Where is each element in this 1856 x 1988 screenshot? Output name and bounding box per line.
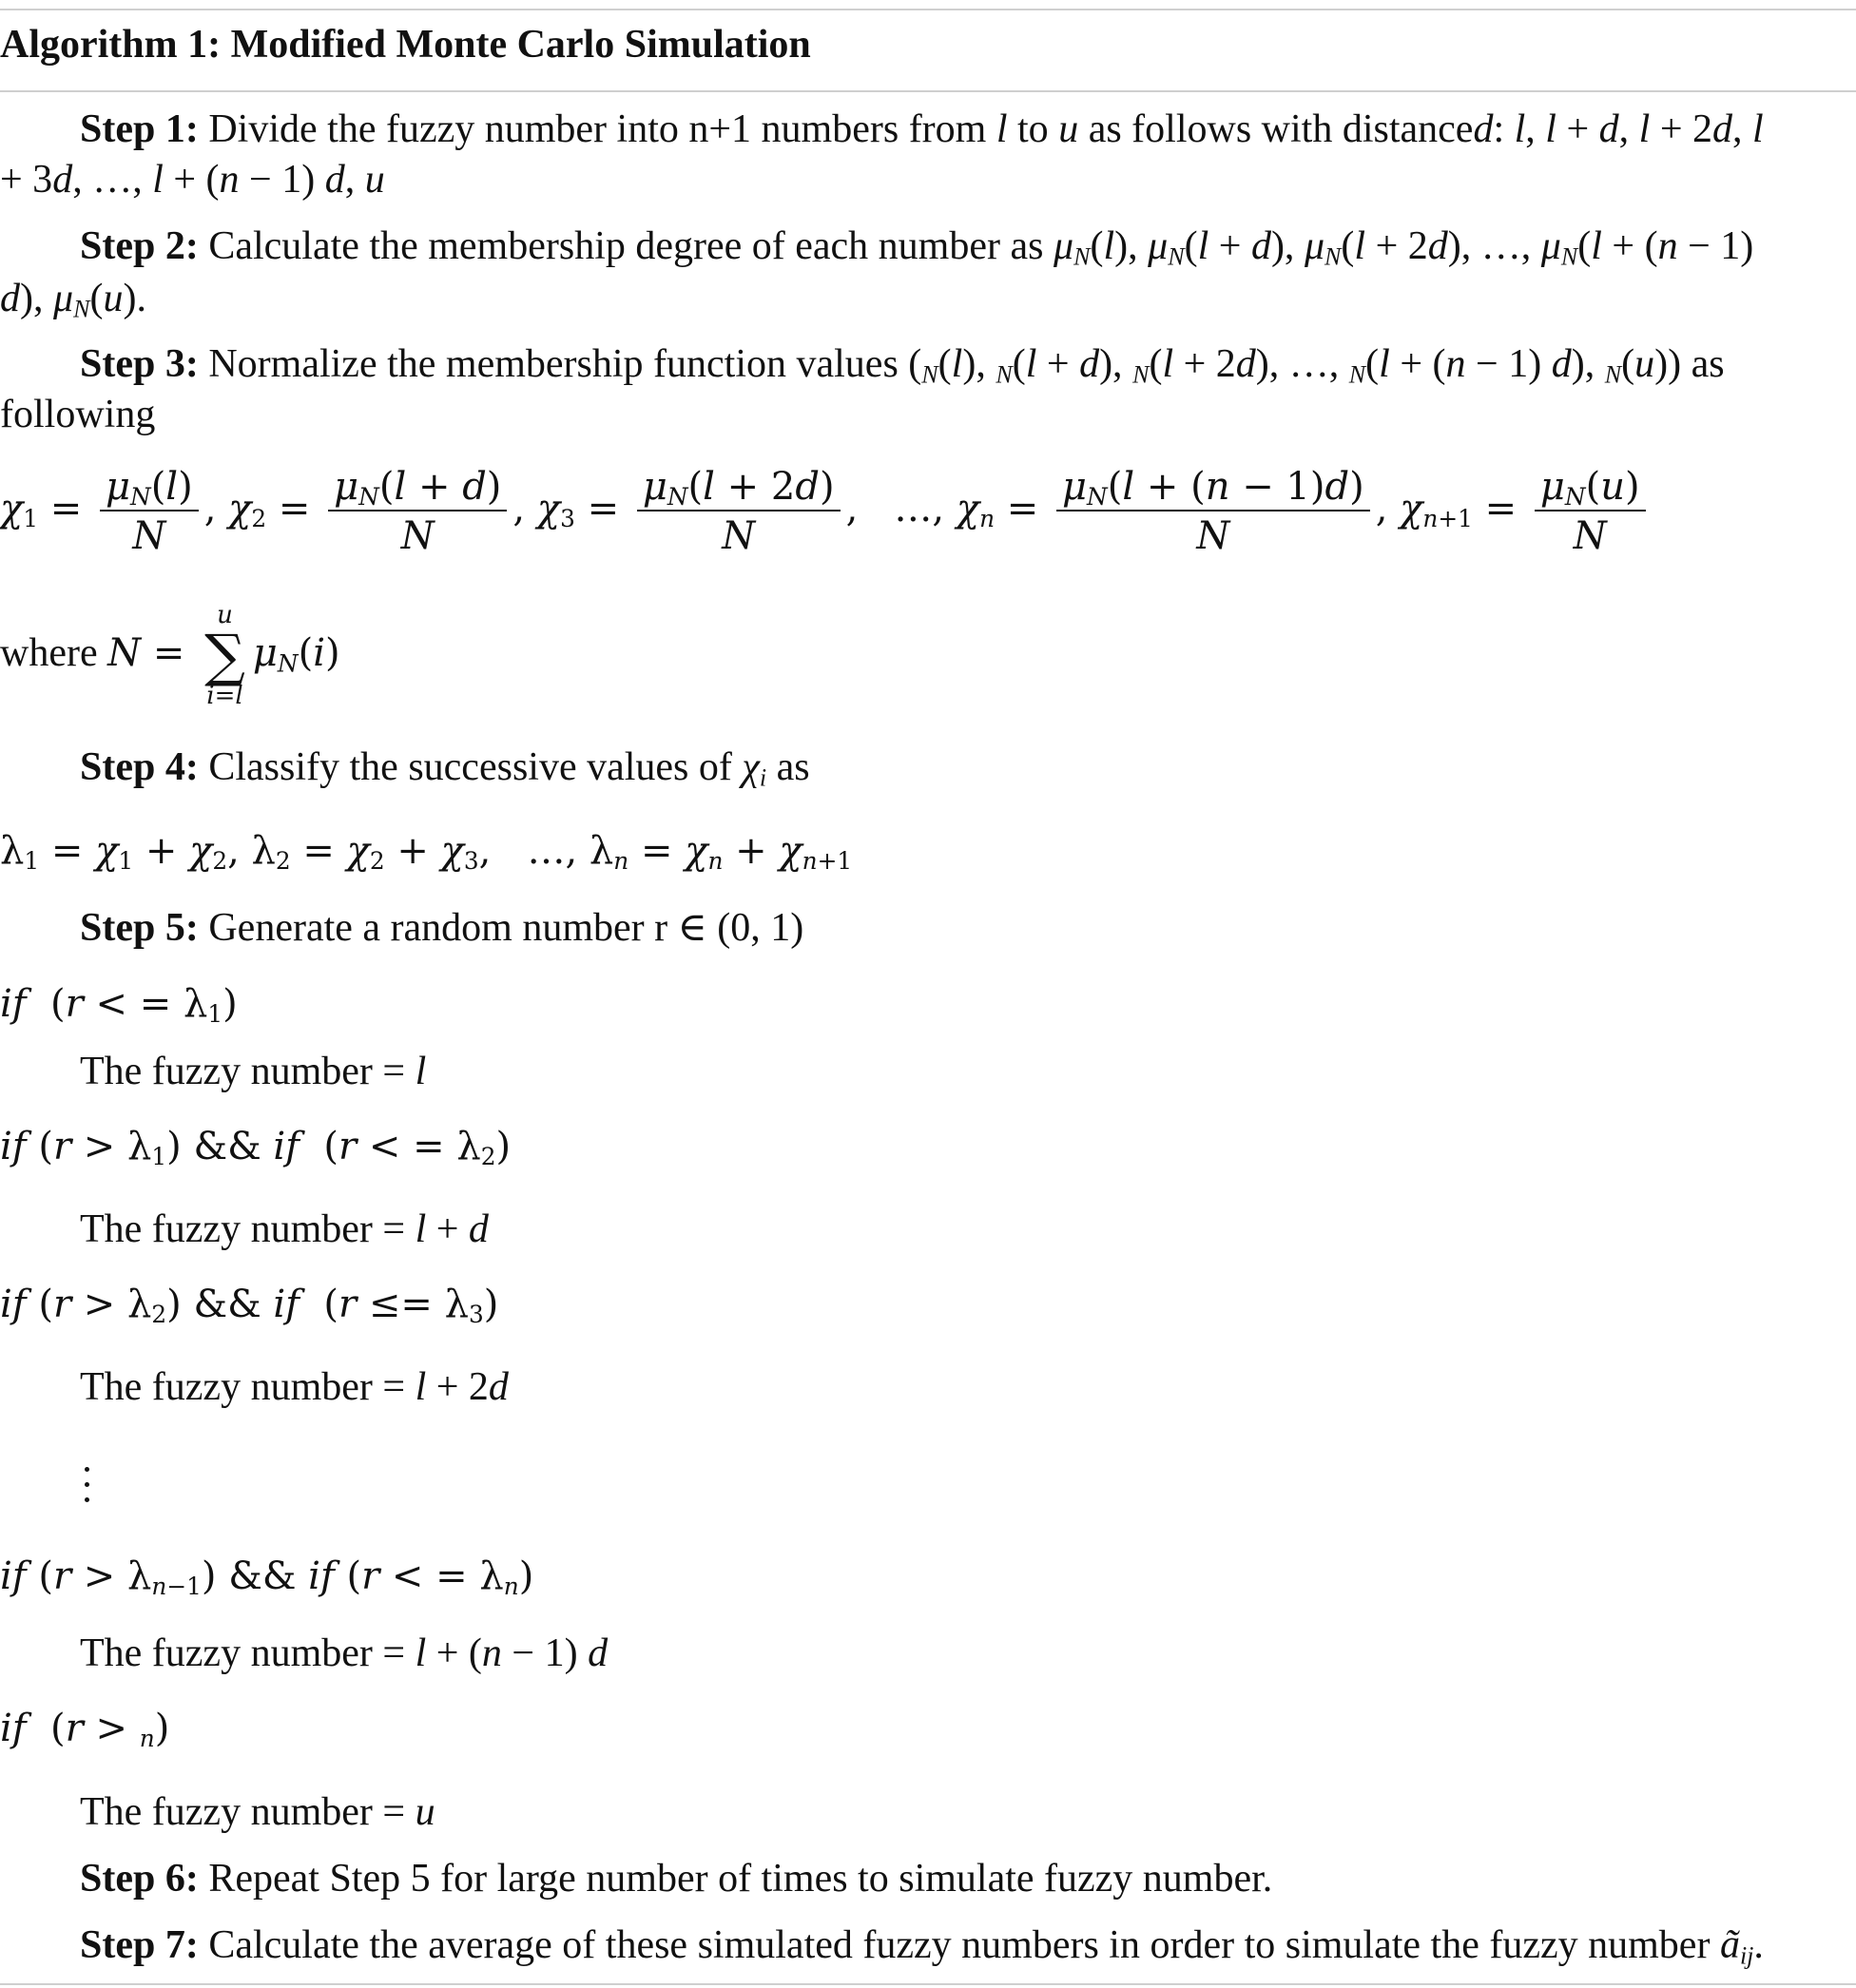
step-2-text: Calculate the membership degree of each number as (208, 224, 1054, 268)
step-1: Step 1: Divide the fuzzy number into n+1 numbers from l to u as follows with distanced: l, l + d, l + 2d, l (80, 107, 1764, 151)
algorithm-title: Algorithm 1: Modified Monte Carlo Simulation (0, 23, 811, 67)
where-label: where (0, 631, 108, 676)
step-7-label: Step 7: (80, 1923, 199, 1967)
step-3-text: Normalize the membership function values ( (208, 342, 922, 386)
condition-n: if $(r > \lambda_{n-1})$ && if (r < = $\lambda_n$) (0, 1554, 534, 1601)
step-1-mid: as follows with distance (1078, 107, 1474, 151)
step-5-label: Step 5: (80, 906, 199, 950)
condition-1: if (r < = $\lambda_1$) (0, 982, 238, 1029)
condition-3: if $(r > \lambda_2)$ && if $(r \le= \lambda_3)$ (0, 1283, 499, 1329)
condition-2: if $(r > \lambda_1)$ && if (r < = $\lambda_2$) (0, 1125, 512, 1171)
result-n: The fuzzy number = l + (n − 1) d (80, 1631, 609, 1675)
lambda-formula: $\lambda_1 = \chi_1 + \chi_2$, $\lambda_2 = \chi_2 + \chi_3$, …, $\lambda_n = \chi_n + \chi_{n+1}$ (0, 829, 853, 876)
step-4-label: Step 4: (80, 745, 199, 789)
step-5 (80, 908, 803, 948)
normalization-sum: where N = u ∑ i=l $\mu_N(i)$ (0, 601, 340, 711)
result-last-prefix: The fuzzy number = (80, 1790, 416, 1834)
title-rule (0, 90, 1856, 92)
result-n-prefix: The fuzzy number = (80, 1631, 416, 1675)
step-3-tail: )) as (1654, 342, 1725, 386)
result-2: The fuzzy number = l + d (80, 1207, 489, 1251)
step-3-label: Step 3: (80, 342, 199, 386)
normalization-formula: $\chi_1$ = $\frac{\mu_N(l)}{N}$ , $\chi_2$ = $\frac{\mu_N(l + d)}{N}$ , $\chi_3$ = $\frac{\mu_N(l + 2d)}{N}$ , …, $\chi_n$ = $\frac{\mu_N(l + (n - 1)d)}{N}$ , $\chi_{n+1}$ = $\frac{\mu_N(u)}{N}$ (0, 468, 1652, 555)
step-5-text: Generate a random number (208, 906, 655, 950)
step-6-text: Repeat Step 5 for large number of times to simulate fuzzy number. (208, 1857, 1273, 1901)
top-rule (0, 9, 1856, 10)
step-4-text: Classify the successive values of (208, 745, 743, 789)
result-1: The fuzzy number = l (80, 1050, 427, 1093)
random-range: r ∈ (0, 1) (654, 906, 804, 950)
step-2-label: Step 2: (80, 224, 199, 268)
step-7: Step 7: Calculate the average of these simulated fuzzy numbers in order to simulate the fuzzy number $ã_{ij}$. (80, 1923, 1764, 1970)
result-3: The fuzzy number = l + 2d (80, 1365, 509, 1409)
vertical-ellipsis (82, 1467, 93, 1513)
step-6-label: Step 6: (80, 1857, 199, 1901)
step-6 (80, 1859, 1272, 1899)
result-1-prefix: The fuzzy number = (80, 1050, 416, 1093)
fraction-2: $\frac{\mu_N(l + d)}{N}$ (328, 468, 507, 555)
step-1-text: Divide the fuzzy number into n+1 numbers from (208, 107, 996, 151)
step-3: Step 3: Normalize the membership function values ($_N(l)$, $_N$(l + d), $_N$(l + 2d), …, $_N$(l + (n − 1) d), $_N$(u)) as (80, 342, 1725, 389)
result-3-prefix: The fuzzy number = (80, 1365, 416, 1409)
step-4: Step 4: Classify the successive values of $\chi_i$ as (80, 745, 810, 792)
step-3-cont: following (0, 393, 156, 436)
fraction-n: $\frac{\mu_N(l + (n - 1)d)}{N}$ (1056, 468, 1370, 555)
sigma-sum: u ∑ i=l (204, 601, 245, 711)
result-2-prefix: The fuzzy number = (80, 1207, 416, 1251)
result-last: The fuzzy number = u (80, 1790, 435, 1834)
step-2-cont: d), $\mu_N(u)$. (0, 277, 146, 323)
step-1-cont: + 3d, …, l + (n − 1) d, u (0, 158, 385, 202)
fraction-n-plus-1: $\frac{\mu_N(u)}{N}$ (1535, 468, 1646, 555)
bottom-rule (0, 1983, 1856, 1985)
step-2: Step 2: Calculate the membership degree of each number as $\mu_N(l)$, $\mu_N(l + d)$, $\mu_N(l + 2d)$, …, $\mu_N(l + (n - 1)$ (80, 224, 1754, 271)
step-1-label: Step 1: (80, 107, 199, 151)
fraction-3: $\frac{\mu_N(l + 2d)}{N}$ (637, 468, 841, 555)
step-4-tail: as (766, 745, 810, 789)
step-7-text: Calculate the average of these simulated fuzzy numbers in order to simulate the fuzzy number (208, 1923, 1720, 1967)
fraction-1: $\frac{\mu_N(l)}{N}$ (100, 468, 199, 555)
condition-last: if (r > $_n$) (0, 1707, 170, 1753)
